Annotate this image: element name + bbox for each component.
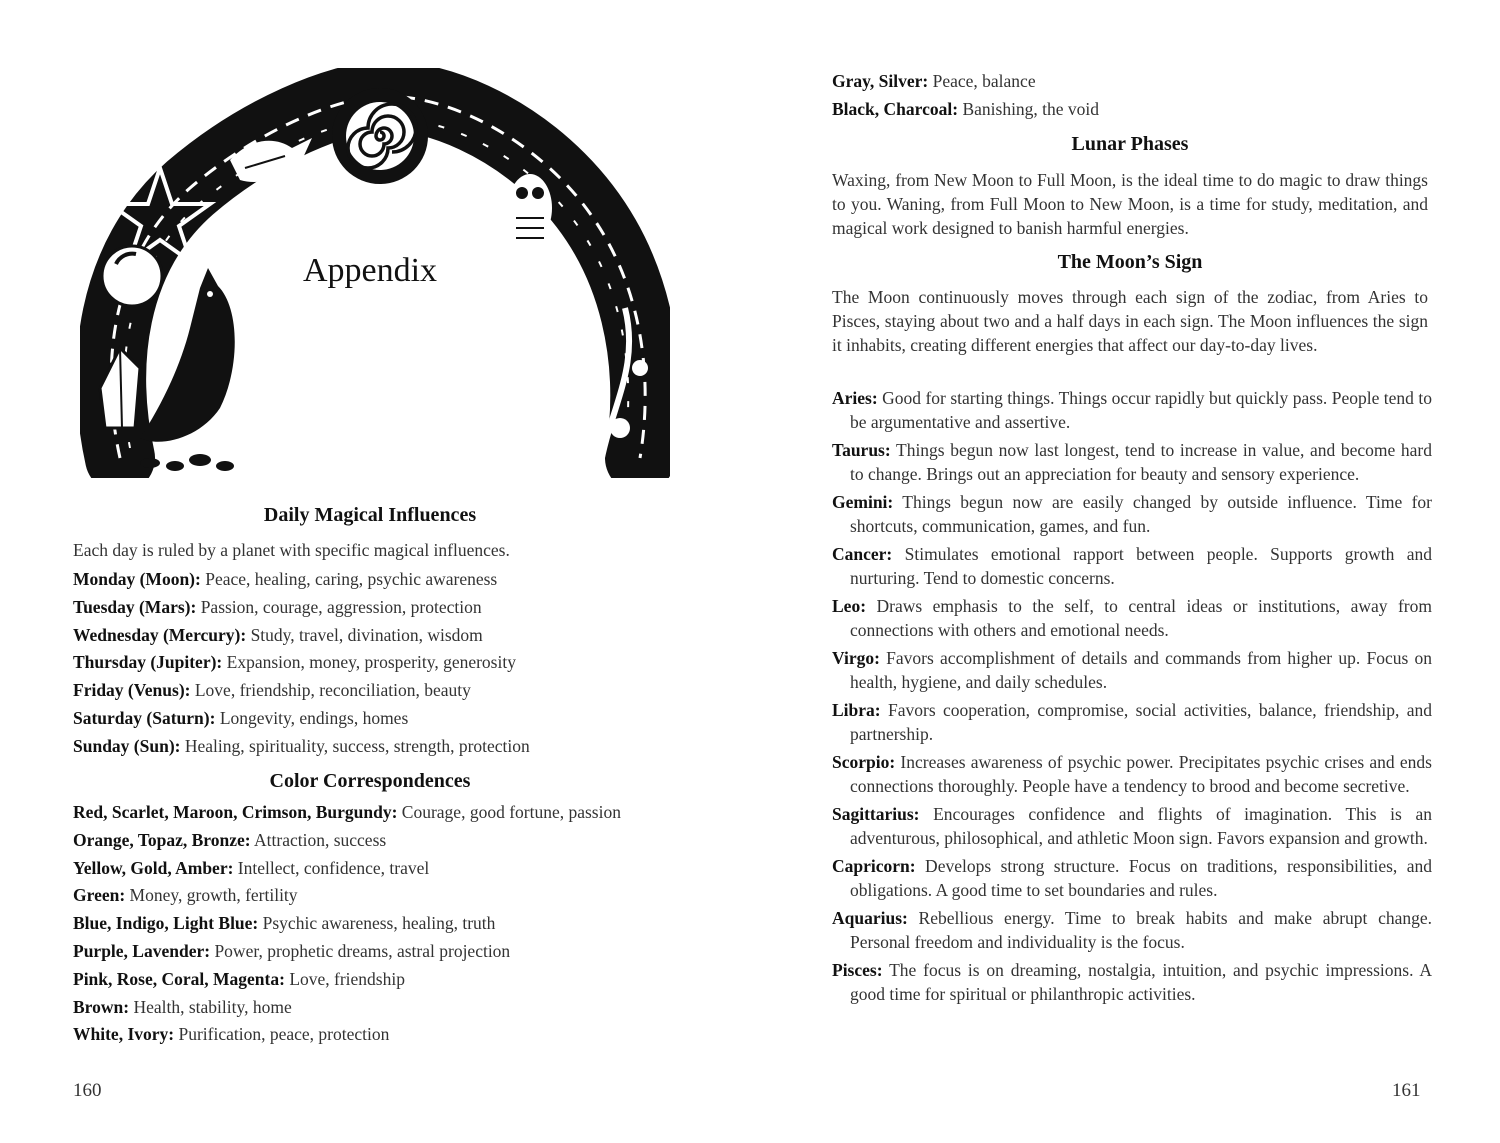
- list-item: Pink, Rose, Coral, Magenta: Love, friendship: [73, 968, 405, 989]
- list-item: Black, Charcoal: Banishing, the void: [832, 98, 1100, 119]
- list-item: Green: Money, growth, fertility: [73, 885, 298, 906]
- list-item: Scorpio: Increases awareness of psychic power. Precipitates psychic crises and ends connections thoroughly. People have a tendency to brood and become secretive.: [832, 752, 1432, 796]
- page-number-left: 160: [73, 1080, 102, 1101]
- list-item: Yellow, Gold, Amber: Intellect, confidence, travel: [73, 857, 430, 878]
- moon-sign-list: [832, 386, 1432, 1010]
- page-title: Appendix: [302, 252, 438, 289]
- color-correspondences-list: [73, 799, 621, 1049]
- color-correspondences-heading: Color Correspondences: [269, 770, 471, 792]
- list-item: Gemini: Things begun now are easily changed by outside influence. Time for shortcuts, communication, games, and fun.: [832, 492, 1432, 536]
- owl-icon: [508, 174, 552, 242]
- list-item: Virgo: Favors accomplishment of details and commands from higher up. Focus on health, hygiene, and daily schedules.: [832, 648, 1432, 692]
- list-item: Brown: Health, stability, home: [73, 996, 292, 1017]
- moon-sign-heading: The Moon’s Sign: [1057, 251, 1203, 273]
- list-item: Red, Scarlet, Maroon, Crimson, Burgundy: Courage, good fortune, passion: [73, 802, 621, 822]
- list-item: Gray, Silver: Peace, balance: [832, 71, 1036, 91]
- list-item: Taurus: Things begun now last longest, tend to increase in value, and become hard to change. Brings out an appreciation for beauty and sensory experience.: [832, 440, 1432, 484]
- daily-influences-heading: Daily Magical Influences: [263, 504, 477, 526]
- list-item: Friday (Venus): Love, friendship, reconciliation, beauty: [73, 680, 471, 701]
- list-item: Sunday (Sun): Healing, spirituality, success, strength, protection: [73, 735, 530, 756]
- list-item: Cancer: Stimulates emotional rapport between people. Supports growth and nurturing. Tend to domestic concerns.: [832, 544, 1432, 588]
- page-number-right: 161: [1392, 1080, 1421, 1101]
- moon-sign-body: The Moon continuously moves through each sign of the zodiac, from Aries to Pisces, staying about two and a half days in each sign. The Moon influences the sign it inhabits, creating different energies that affect our day-to-day lives.: [832, 287, 1428, 355]
- list-item: Aquarius: Rebellious energy. Time to break habits and make abrupt change. Personal freedom and individuality is the focus.: [832, 908, 1432, 952]
- list-item: Thursday (Jupiter): Expansion, money, prosperity, generosity: [73, 652, 516, 673]
- list-item: Wednesday (Mercury): Study, travel, divination, wisdom: [73, 624, 483, 645]
- crystal-ball-icon: [102, 246, 162, 306]
- list-item: Libra: Favors cooperation, compromise, social activities, balance, friendship, and partnership.: [832, 700, 1432, 744]
- list-item: Tuesday (Mars): Passion, courage, aggression, protection: [73, 596, 482, 617]
- list-item: Purple, Lavender: Power, prophetic dreams, astral projection: [73, 940, 511, 961]
- list-item: Sagittarius: Encourages confidence and flights of imagination. This is an adventurous, philosophical, and athletic Moon sign. Favors expansion and growth.: [832, 804, 1432, 848]
- list-item: Pisces: The focus is on dreaming, nostalgia, intuition, and psychic impressions. A good time for spiritual or philanthropic activities.: [832, 960, 1432, 1004]
- list-item: White, Ivory: Purification, peace, protection: [73, 1024, 390, 1045]
- list-item: Aries: Good for starting things. Things occur rapidly but quickly pass. People tend to be argumentative and assertive.: [832, 388, 1432, 432]
- lunar-phases-heading: Lunar Phases: [1071, 133, 1189, 155]
- list-item: Capricorn: Develops strong structure. Focus on traditions, responsibilities, and obligations. A good time to set boundaries and rules.: [832, 856, 1432, 900]
- list-item: Saturday (Saturn): Longevity, endings, homes: [73, 707, 409, 728]
- sun-icon: [332, 88, 428, 184]
- lunar-phases-body: Waxing, from New Moon to Full Moon, is the ideal time to do magic to draw things to you. Waning, from Full Moon to New Moon, is a time for study, meditation, and magical work designed to banish harmful energies.: [832, 170, 1428, 238]
- list-item: Leo: Draws emphasis to the self, to central ideas or institutions, away from connections with others and emotional needs.: [832, 596, 1432, 640]
- list-item: Orange, Topaz, Bronze: Attraction, success: [73, 829, 387, 850]
- color-correspondences-continued: [832, 68, 1099, 124]
- list-item: Blue, Indigo, Light Blue: Psychic awareness, healing, truth: [73, 913, 496, 934]
- daily-influences-list: [73, 566, 530, 761]
- daily-influences-intro: Each day is ruled by a planet with specific magical influences.: [73, 540, 510, 560]
- list-item: Monday (Moon): Peace, healing, caring, psychic awareness: [73, 569, 498, 589]
